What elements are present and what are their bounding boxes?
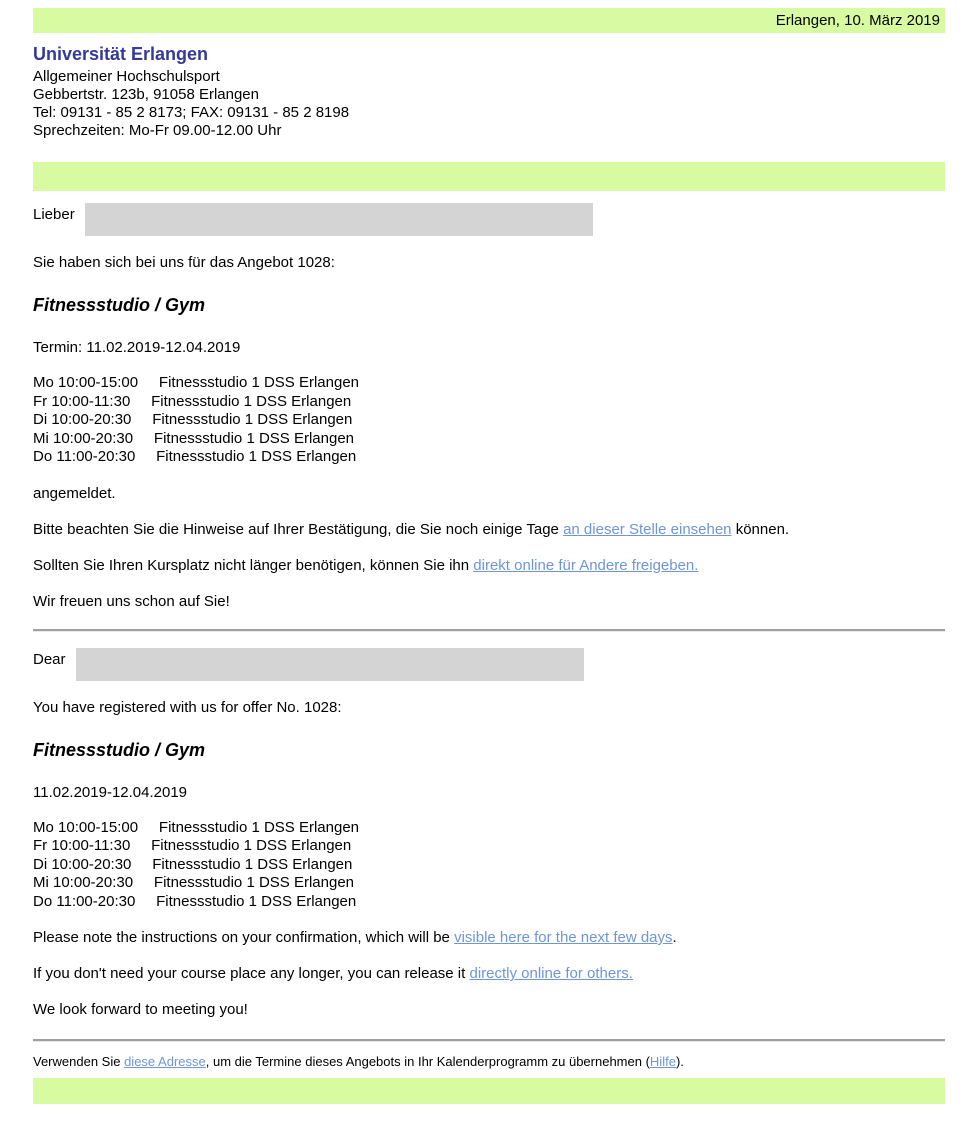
schedule-row: Fr 10:00-11:30 Fitnessstudio 1 DSS Erlangen <box>33 837 352 854</box>
university-name: Universität Erlangen <box>33 44 209 64</box>
schedule-row: Mi 10:00-20:30 Fitnessstudio 1 DSS Erlangen <box>33 874 355 891</box>
sender-address: Gebbertstr. 123b, 91058 Erlangen <box>33 86 259 103</box>
footer-divider <box>33 1039 945 1042</box>
sender-office-hours: Sprechzeiten: Mo-Fr 09.00-12.00 Uhr <box>33 122 282 139</box>
date-location-text: Erlangen, 10. März 2019 <box>775 12 940 29</box>
divider-bar <box>33 162 945 191</box>
schedule-row: Di 10:00-20:30 Fitnessstudio 1 DSS Erlangen <box>33 855 353 873</box>
registered-text-de: angemeldet. <box>33 484 116 502</box>
footer-bar <box>33 1078 945 1104</box>
redacted-name-box-de <box>85 203 593 236</box>
schedule-row: Mi 10:00-20:30 Fitnessstudio 1 DSS Erlangen <box>33 429 355 447</box>
salutation-label-en: Dear <box>33 650 66 668</box>
sender-block <box>33 43 945 140</box>
salutation-row-de <box>33 203 945 236</box>
schedule-list-de <box>33 374 945 467</box>
section-divider <box>33 629 945 632</box>
release-text-en: If you don't need your course place any longer, you can release it <box>33 965 470 982</box>
note-text-en: Please note the instructions on your confirmation, which will be <box>33 929 455 946</box>
schedule-row: Fr 10:00-11:30 Fitnessstudio 1 DSS Erlangen <box>33 392 352 410</box>
header-bar <box>33 8 945 33</box>
course-title-de: Fitnessstudio / Gym <box>33 295 206 315</box>
schedule-row: Di 10:00-20:30 Fitnessstudio 1 DSS Erlangen <box>33 411 353 428</box>
note-text-after-de: können. <box>731 520 790 538</box>
english-section <box>33 648 945 1020</box>
salutation-row-en <box>33 648 945 681</box>
schedule-row: Do 11:00-20:30 Fitnessstudio 1 DSS Erlangen <box>33 892 357 910</box>
release-note-de <box>33 556 945 575</box>
calendar-note-text-1: Verwenden Sie <box>33 1054 125 1069</box>
redacted-name-box-en <box>76 648 584 681</box>
sender-phone-fax: Tel: 09131 - 85 2 8173; FAX: 09131 - 85 2 8198 <box>33 104 350 121</box>
german-section <box>33 203 945 611</box>
calendar-note-text-2: , um die Termine dieses Angebots in Ihr Kalenderprogramm zu übernehmen ( <box>205 1054 650 1069</box>
course-title-en: Fitnessstudio / Gym <box>33 739 206 760</box>
release-place-link-de[interactable]: direkt online für Andere freigeben. <box>473 556 699 574</box>
intro-text-de: Sie haben sich bei uns für das Angebot 1028: <box>33 254 335 271</box>
note-text-de: Bitte beachten Sie die Hinweise auf Ihrer Bestätigung, die Sie noch einige Tage <box>33 520 564 538</box>
closing-text-de: Wir freuen uns schon auf Sie! <box>33 592 230 610</box>
calendar-note <box>33 1054 945 1070</box>
sender-department: Allgemeiner Hochschulsport <box>33 68 220 85</box>
schedule-row: Mo 10:00-15:00 Fitnessstudio 1 DSS Erlangen <box>33 818 360 836</box>
schedule-row: Mo 10:00-15:00 Fitnessstudio 1 DSS Erlangen <box>33 374 360 391</box>
calendar-address-link[interactable]: diese Adresse <box>124 1054 206 1069</box>
intro-text-en: You have registered with us for offer No. 1028: <box>33 698 342 716</box>
view-confirmation-link-de[interactable]: an dieser Stelle einsehen <box>563 520 732 538</box>
release-place-link-en[interactable]: directly online for others. <box>469 965 633 982</box>
schedule-row: Do 11:00-20:30 Fitnessstudio 1 DSS Erlangen <box>33 448 357 465</box>
help-link[interactable]: Hilfe <box>649 1054 676 1069</box>
release-note-en <box>33 964 945 983</box>
schedule-list-en <box>33 819 945 912</box>
confirmation-note-en <box>33 928 945 947</box>
term-text-en: 11.02.2019-12.04.2019 <box>33 783 188 801</box>
term-text-de: Termin: 11.02.2019-12.04.2019 <box>33 339 241 356</box>
calendar-note-text-3: ). <box>675 1054 684 1069</box>
view-confirmation-link-en[interactable]: visible here for the next few days <box>454 929 673 946</box>
salutation-label-de: Lieber <box>33 206 75 223</box>
closing-text-en: We look forward to meeting you! <box>33 1001 248 1018</box>
confirmation-note-de <box>33 520 945 539</box>
release-text-de: Sollten Sie Ihren Kursplatz nicht länger benötigen, können Sie ihn <box>33 556 474 574</box>
note-text-after-en: . <box>672 929 677 946</box>
